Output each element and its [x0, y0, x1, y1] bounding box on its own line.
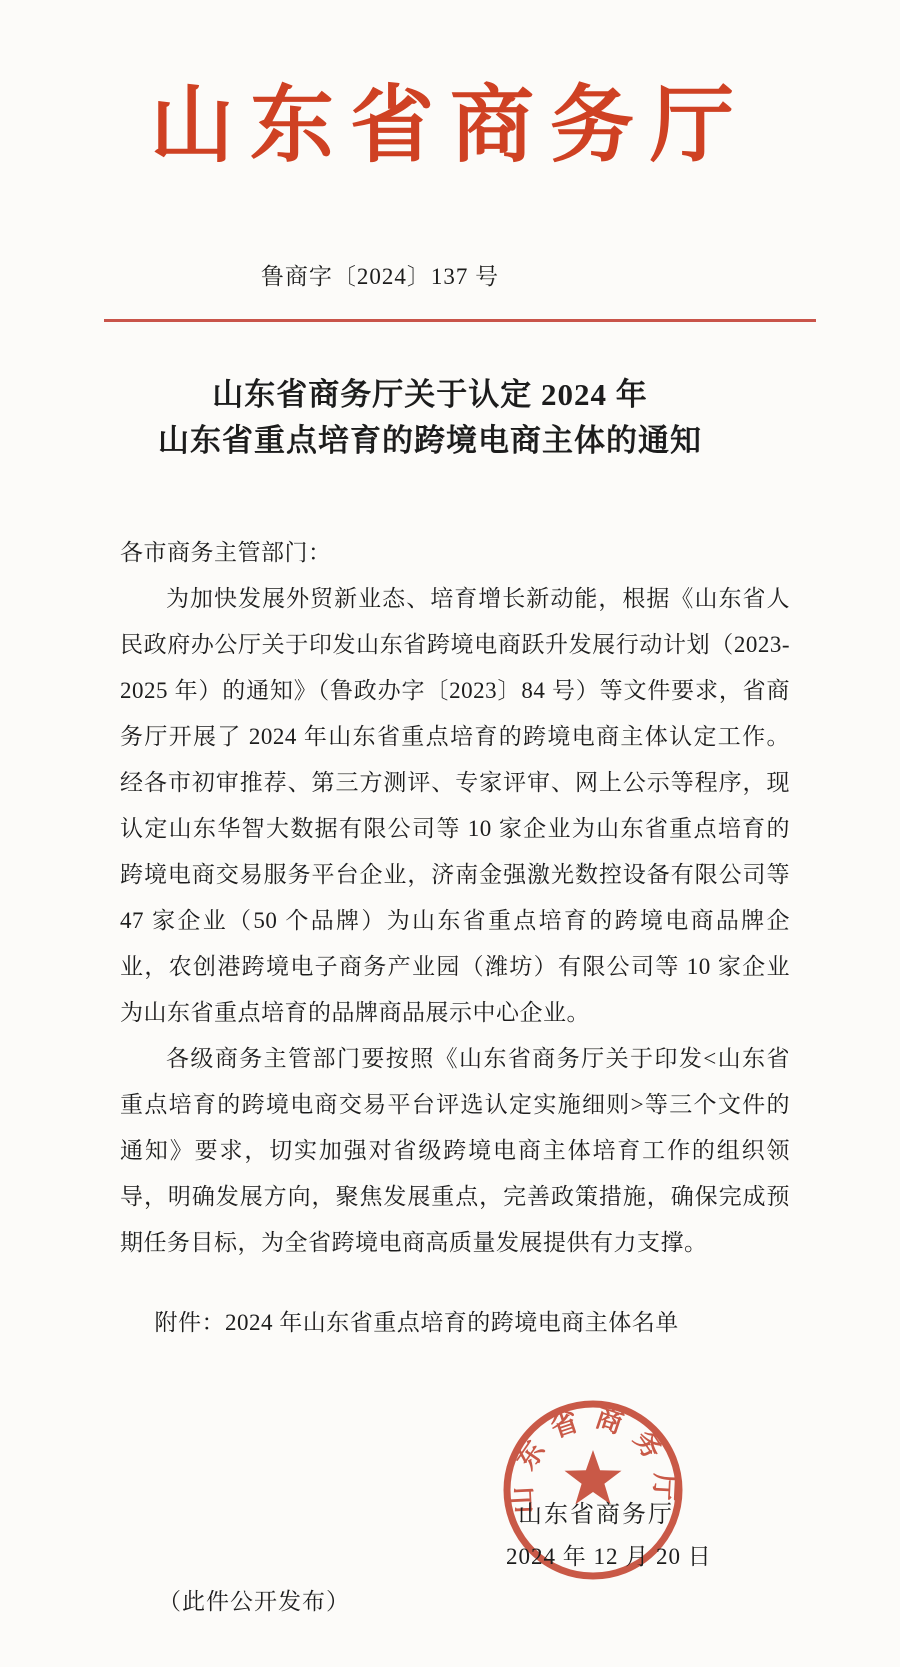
document-body [120, 530, 790, 1266]
public-release-note: （此件公开发布） [158, 1589, 350, 1614]
signer-name: 山东省商务厅 [518, 1502, 674, 1528]
issue-date: 2024 年 12 月 20 日 [506, 1544, 712, 1569]
red-separator-line [104, 319, 816, 322]
salutation: 各市商务主管部门： [120, 540, 332, 565]
letterhead-agency-title: 山东省商务厅 [149, 80, 750, 173]
body-paragraph-2: 各级商务主管部门要按照《山东省商务厅关于印发<山东省重点培育的跨境电商交易平台评选认定实施细则>等三个文件的通知》要求，切实加强对省级跨境电商主体培育工作的组织领导，明确发展方向，聚焦发展重点，完善政策措施，确保完成预期任务目标，为全省跨境电商高质量发展提供有力支撑。 [120, 1046, 790, 1255]
attachment-line: 附件：2024 年山东省重点培育的跨境电商主体名单 [154, 1310, 679, 1335]
document-title [70, 372, 790, 464]
seal-arc-label: 山东省商务厅 [506, 1402, 680, 1515]
document-title-line2: 山东省重点培育的跨境电商主体的通知 [158, 423, 702, 458]
document-title-line1: 山东省商务厅关于认定 2024 年 [212, 377, 648, 412]
doc-number: 鲁商字〔2024〕137 号 [260, 264, 500, 289]
body-paragraph-1: 为加快发展外贸新业态、培育增长新动能，根据《山东省人民政府办公厅关于印发山东省跨境电商跃升发展行动计划（2023-2025 年）的通知》（鲁政办字〔2023〕84 号）等文件要求，省商务厅开展了 2024 年山东省重点培育的跨境电商主体认定工作。经各市初审推荐、第三方测评、专家评审、网上公示等程序，现认定山东华智大数据有限公司等 10 家企业为山东省重点培育的跨境电商交易服务平台企业，济南金强激光数控设备有限公司等 47 家企业（50 个品牌）为山东省重点培育的跨境电商品牌企业，农创港跨境电子商务产业园（潍坊）有限公司等 10 家企业为山东省重点培育的品牌商品展示中心企业。 [120, 586, 791, 1025]
